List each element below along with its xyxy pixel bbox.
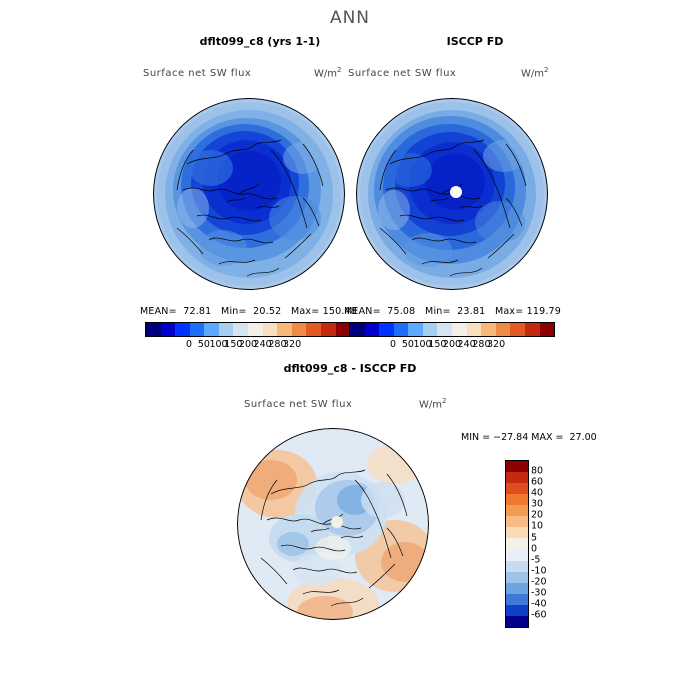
field-label-model: Surface net SW flux — [143, 68, 252, 79]
colorbar-obs — [349, 322, 555, 351]
minmax-difference: MIN = −27.84 MAX = 27.00 — [461, 432, 597, 443]
colorbar-model — [145, 322, 351, 351]
colorbar-obs-ticks: 0 50 100 150 200 240 280 320 — [390, 339, 506, 350]
field-label-difference: Surface net SW flux — [244, 399, 353, 410]
panel-title-difference: dflt099_c8 - ISCCP FD — [283, 362, 417, 375]
polar-map-obs — [356, 98, 548, 290]
colorbar-model-ticks: 0 50 100 150 200 240 280 320 — [186, 339, 302, 350]
polar-map-model — [153, 98, 345, 290]
page-title: ANN — [329, 8, 371, 28]
polar-map-model-svg — [153, 98, 345, 290]
polar-map-obs-svg — [356, 98, 548, 290]
polar-map-difference — [237, 428, 429, 620]
units-label-model: $W/m^2$ — [314, 66, 342, 80]
colorbar-difference-swatches — [505, 460, 529, 628]
colorbar-model-swatches — [145, 322, 351, 337]
colorbar-obs-swatches — [349, 322, 555, 337]
stats-obs: MEAN= 75.08 Min= 23.81 Max= 119.79 — [344, 306, 562, 317]
polar-map-difference-svg — [237, 428, 429, 620]
units-label-difference: $W/m^2$ — [419, 397, 447, 411]
panel-title-model: dflt099_c8 (yrs 1-1) — [199, 35, 321, 48]
colorbar-difference: 80 60 40 30 20 10 5 0 -5 -10 -20 -30 -40 -60 — [505, 460, 529, 628]
units-label-obs: $W/m^2$ — [521, 66, 549, 80]
field-label-obs: Surface net SW flux — [348, 68, 457, 79]
stats-model: MEAN= 72.81 Min= 20.52 Max= 150.48 — [140, 306, 358, 317]
panel-title-obs: ISCCP FD — [446, 35, 504, 48]
